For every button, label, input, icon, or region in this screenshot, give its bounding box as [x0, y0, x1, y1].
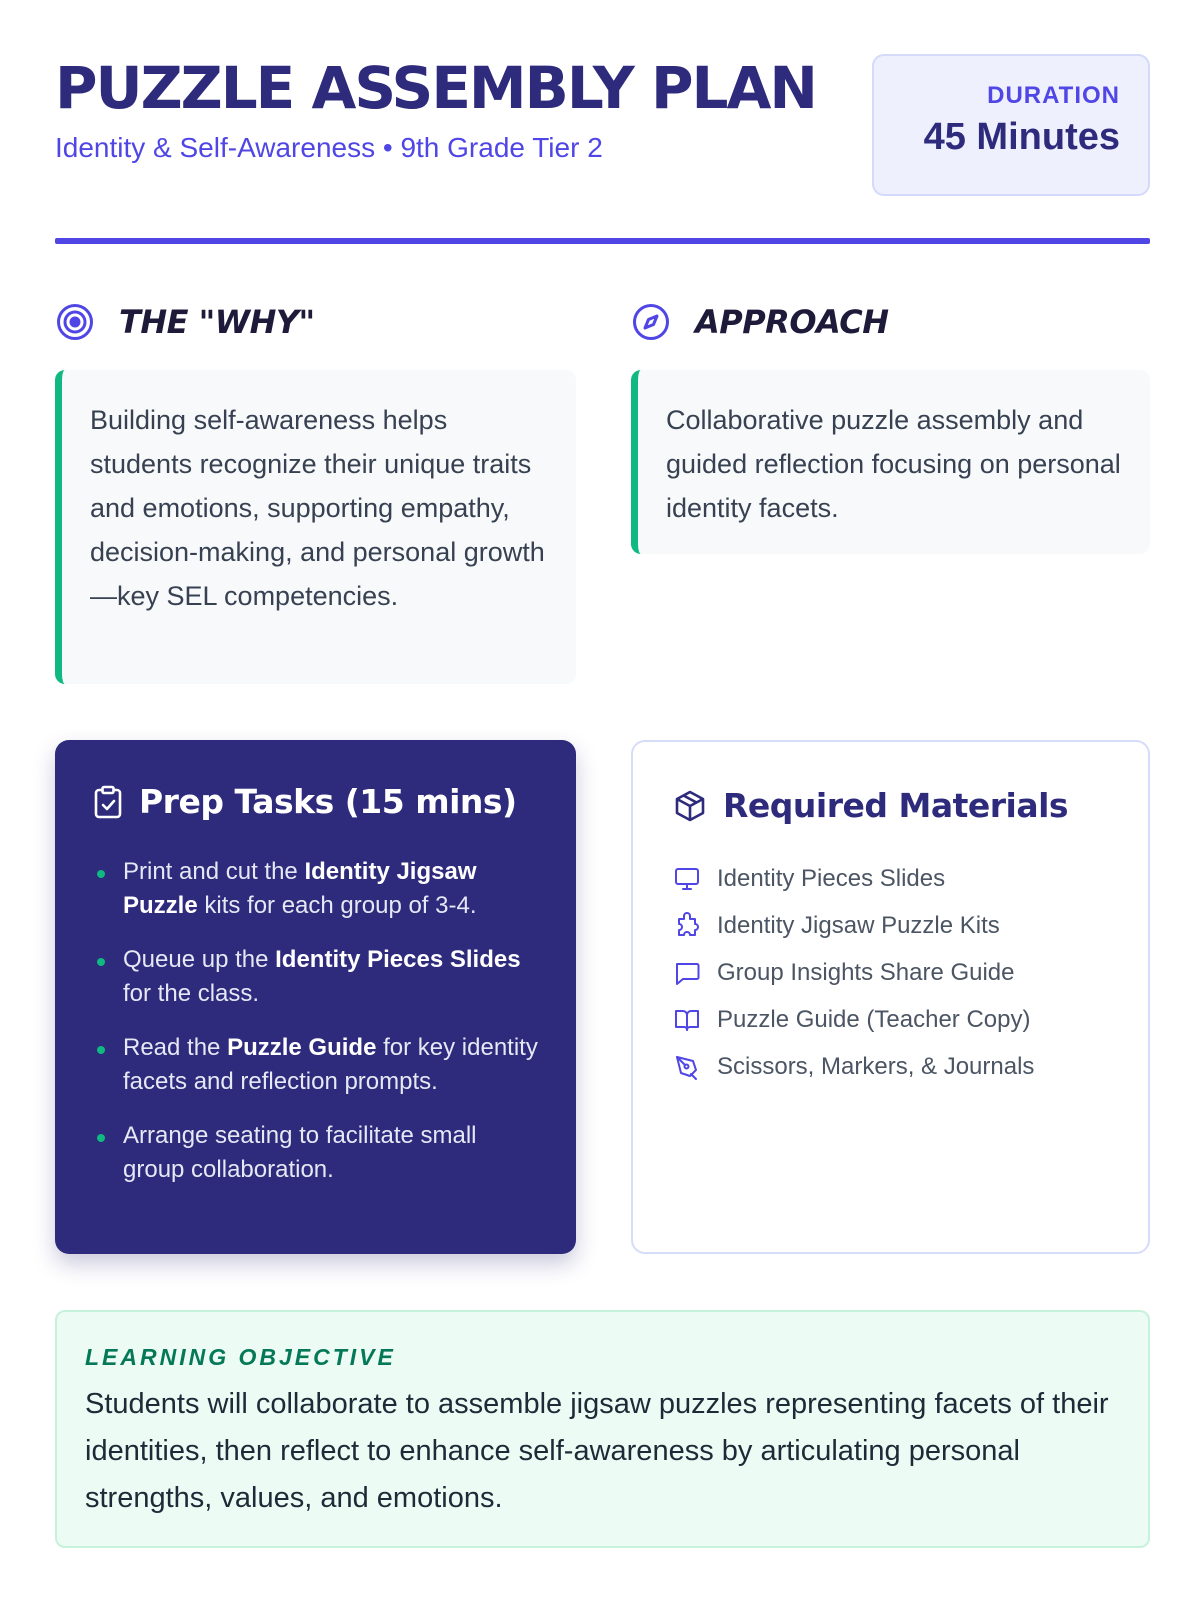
approach-card — [631, 370, 1150, 554]
package-icon — [673, 789, 707, 823]
why-heading-text: THE "WHY" — [119, 303, 315, 341]
duration-value: 45 Minutes — [923, 116, 1120, 158]
puzzle-icon — [673, 912, 701, 940]
book-open-icon — [673, 1006, 701, 1034]
materials-title — [673, 786, 1108, 825]
target-icon — [55, 302, 95, 342]
bullet-dot — [97, 1046, 105, 1054]
page-title: PUZZLE ASSEMBLY PLAN — [55, 54, 816, 122]
prep-tasks-title-text: Prep Tasks (15 mins) — [139, 782, 517, 821]
material-item: Scissors, Markers, & Journals — [673, 1043, 1108, 1090]
bullet-dot — [97, 870, 105, 878]
learning-objective-text: Students will collaborate to assemble jigsaw puzzles representing facets of their identities, then reflect to enhance self-awareness by articulating personal strengths, values, and emotions. — [85, 1388, 1109, 1514]
approach-heading-text: APPROACH — [695, 303, 889, 341]
why-card — [55, 370, 576, 684]
why-heading — [55, 302, 315, 342]
message-square-icon — [673, 959, 701, 987]
prep-task-list — [93, 855, 538, 1187]
duration-badge — [872, 54, 1150, 196]
compass-icon — [631, 302, 671, 342]
learning-objective-label: LEARNING OBJECTIVE — [85, 1344, 396, 1370]
bullet-dot — [97, 958, 105, 966]
monitor-icon — [673, 865, 701, 893]
prep-tasks-card — [55, 740, 576, 1254]
material-item: Puzzle Guide (Teacher Copy) — [673, 996, 1108, 1043]
header-divider — [55, 238, 1150, 244]
prep-tasks-title — [93, 782, 538, 821]
approach-heading — [631, 302, 889, 342]
prep-task-item: Print and cut the Identity Jigsaw Puzzle kits for each group of 3-4. — [93, 855, 538, 923]
prep-task-item: Arrange seating to facilitate small group collaboration. — [93, 1119, 538, 1187]
approach-text: Collaborative puzzle assembly and guided reflection focusing on personal identity facets. — [666, 405, 1121, 523]
prep-task-item: Read the Puzzle Guide for key identity facets and reflection prompts. — [93, 1031, 538, 1099]
learning-objective-box — [55, 1310, 1150, 1548]
materials-card — [631, 740, 1150, 1254]
prep-task-item: Queue up the Identity Pieces Slides for the class. — [93, 943, 538, 1011]
materials-list — [673, 855, 1108, 1090]
duration-label: DURATION — [987, 82, 1120, 109]
material-item: Identity Pieces Slides — [673, 855, 1108, 902]
pen-tool-icon — [673, 1053, 701, 1081]
header — [55, 52, 1150, 202]
page-subtitle: Identity & Self-Awareness • 9th Grade Tier 2 — [55, 132, 603, 163]
material-item: Group Insights Share Guide — [673, 949, 1108, 996]
material-item: Identity Jigsaw Puzzle Kits — [673, 902, 1108, 949]
clipboard-check-icon — [93, 785, 123, 819]
why-text: Building self-awareness helps students recognize their unique traits and emotions, supporting empathy, decision-making, and personal growth—key SEL competencies. — [90, 405, 545, 611]
bullet-dot — [97, 1134, 105, 1142]
materials-title-text: Required Materials — [723, 786, 1069, 825]
